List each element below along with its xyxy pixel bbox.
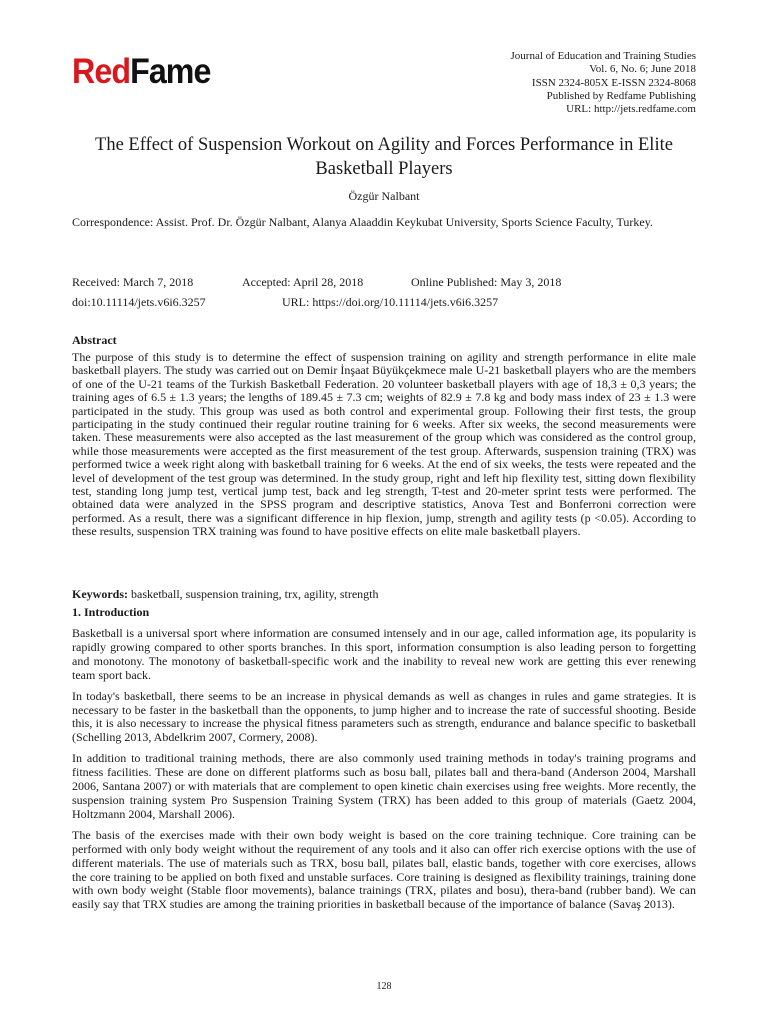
abstract-text: The purpose of this study is to determine the effect of suspension training on agility and strength performance in elite male basketball players. The study was carried out on Demir İnşaat Büyükçekmece male U-21 basketball players who are the members of one of the U-21 teams of the Turkish Basketball Federation. 20 volunteer basketball players with age of 18,3 ± 0,3 years; the training ages of 6.5 ± 1.3 years; the lengths of 189.45 ± 7.3 cm; weights of 82.9 ± 7.8 kg and body mass index of 23 ± 1.3 were participated in the study. This group was used as both control and experimental group. Following their first tests, the group participating in the study continued their regular routine training for 6 weeks. After six weeks, the second measurements were taken. These measurements were also accepted as the last measurement of the group which was considered as the control group, while those measurements were accepted as the first measurement of the test group. Afterwards, suspension training (TRX) was performed twice a week right along with basketball training for 6 weeks. At the end of six weeks, the tests were repeated and the level of development of the test group was determined. In the study group, right and left hip flexility test, sitting down flexibility test, standing long jump test, vertical jump test, back and leg strength, T-test and 20-meter sprint tests were performed. The obtained data were analyzed in the SPSS program and descriptive statistics, Anova Test and Bonferroni correction were performed. As a result, there was a significant difference in hip flexion, jump, strength and agility tests (p <0.05). According to these results, suspension TRX training was found to have positive effects on elite male basketball players.	[72, 350, 696, 539]
keywords-list: basketball, suspension training, trx, agility, strength	[128, 587, 379, 601]
introduction-paragraph: In addition to traditional training methods, there are also commonly used training methods in today's training programs and fitness facilities. These are done on different platforms such as bosu ball, pilates ball and thera-band (Anderson 2004, Marshall 2006, Santana 2007) or with materials that are complement to open kinetic chain exercises using free weights. More recently, the suspension training system Pro Suspension Training System (TRX) has been added to this group of materials (Gaetz 2004, Holtzmann 2004, Marshall 2006).	[72, 751, 696, 821]
page-number: 128	[376, 981, 392, 992]
introduction-paragraph: The basis of the exercises made with their own body weight is based on the core training technique. Core training can be performed with only body weight without the requirement of any tools and it also can offer rich exercise options with the use of different materials. The use of materials such as TRX, bosu ball, pilates ball, elastic bands, together with core exercises, allows the core training to be applied on both fixed and unstable surfaces. Core training is designed as flexibility trainings, training done with own body weight (Stable floor movements), balance trainings (TRX, pilates and bosu), thera-band (rubber band). We can easily say that TRX studies are among the training priorities in basketball because of the importance of balance (Savaş 2013).	[72, 827, 696, 912]
article-author: Özgür Nalbant	[348, 189, 420, 203]
correspondence: Correspondence: Assist. Prof. Dr. Özgür Nalbant, Alanya Alaaddin Keykubat University, Sports Science Faculty, Turkey.	[72, 215, 653, 229]
received-date: Received: March 7, 2018	[72, 275, 194, 289]
introduction-paragraph: In today's basketball, there seems to be an increase in physical demands as well as changes in rules and game strategies. It is necessary to be faster in the basketball than the opponents, to jump higher and to increase the rate of successful shooting. Beside this, it is also necessary to increase the physical fitness parameters such as strength, endurance and balance specific to basketball (Schelling 2013, Abdelkrim 2007, Cormery, 2008).	[72, 688, 696, 745]
keywords-label: Keywords:	[72, 587, 128, 601]
doi-url: URL: https://doi.org/10.11114/jets.v6i6.3257	[282, 295, 499, 309]
redfame-logo	[72, 54, 211, 89]
accepted-date: Accepted: April 28, 2018	[242, 275, 364, 289]
keywords	[72, 587, 696, 602]
logo-red-text: Red	[72, 52, 131, 91]
abstract-heading: Abstract	[72, 333, 117, 347]
journal-info	[436, 50, 696, 116]
journal-issn: ISSN 2324-805X E-ISSN 2324-8068	[531, 76, 696, 89]
introduction-heading: 1. Introduction	[72, 605, 150, 619]
introduction-body	[72, 627, 696, 919]
doi: doi:10.11114/jets.v6i6.3257	[72, 295, 206, 309]
article-title: The Effect of Suspension Workout on Agility and Forces Performance in Elite Basketball Players	[95, 135, 673, 179]
published-date: Online Published: May 3, 2018	[411, 275, 562, 289]
journal-volume: Vol. 6, No. 6; June 2018	[589, 63, 696, 76]
logo-black-text: Fame	[130, 52, 211, 91]
journal-url: URL: http://jets.redfame.com	[566, 103, 696, 116]
journal-publisher: Published by Redfame Publishing	[546, 89, 696, 102]
journal-name: Journal of Education and Training Studies	[510, 50, 696, 62]
introduction-paragraph: Basketball is a universal sport where information are consumed intensely and in our age, called information age, its popularity is rapidly growing compared to other sports branches. In this sport, information consumption is also leading person to forgetting and monotony. The monotony of basketball-specific work and the inability to reveal new work are getting this ever renewing team sport back.	[72, 626, 696, 682]
